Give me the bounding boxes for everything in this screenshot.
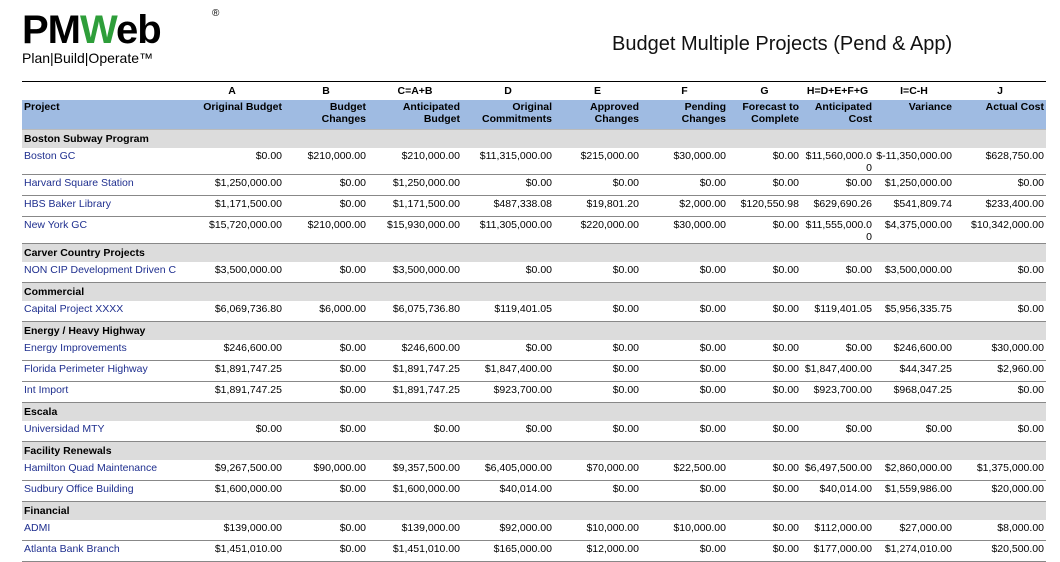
cell-variance: $3,500,000.00: [874, 262, 954, 283]
cell-actual-cost: $0.00: [954, 175, 1046, 196]
table-row: [22, 421, 1046, 442]
cell-budget-changes: $6,000.00: [284, 301, 368, 322]
project-link[interactable]: Universidad MTY: [22, 421, 180, 442]
group-row-financial: [22, 502, 1046, 521]
cell-budget-changes: $0.00: [284, 175, 368, 196]
cell-actual-cost: $10,342,000.00: [954, 217, 1046, 244]
cell-anticipated-budget: $139,000.00: [368, 520, 462, 541]
project-link[interactable]: Int Import: [22, 382, 180, 403]
project-link[interactable]: Capital Project XXXX: [22, 301, 180, 322]
cell-forecast-to-complete: $0.00: [728, 340, 801, 361]
cell-approved-changes: $215,000.00: [554, 148, 641, 175]
cell-anticipated-budget: $3,500,000.00: [368, 262, 462, 283]
cell-budget-changes: $0.00: [284, 340, 368, 361]
table-row: [22, 541, 1046, 562]
cell-variance: $44,347.25: [874, 361, 954, 382]
pmweb-logo: [22, 8, 220, 66]
cell-budget-changes: $0.00: [284, 421, 368, 442]
formula-letter: E: [593, 85, 601, 97]
cell-forecast-to-complete: $0.00: [728, 217, 801, 244]
cell-original-commitments: $165,000.00: [462, 541, 554, 562]
cell-actual-cost: $8,000.00: [954, 520, 1046, 541]
cell-approved-changes: $0.00: [554, 340, 641, 361]
group-row-carver-country-projects: [22, 244, 1046, 263]
cell-approved-changes: $12,000.00: [554, 541, 641, 562]
cell-approved-changes: $70,000.00: [554, 460, 641, 481]
column-header-original-commitments: Original Commitments: [462, 100, 554, 130]
cell-anticipated-cost: $0.00: [801, 175, 874, 196]
cell-forecast-to-complete: $120,550.98: [728, 196, 801, 217]
cell-approved-changes: $0.00: [554, 262, 641, 283]
group-label: Financial: [22, 502, 1046, 521]
table-row: [22, 481, 1046, 502]
cell-anticipated-budget: $1,600,000.00: [368, 481, 462, 502]
project-link[interactable]: Atlanta Bank Branch: [22, 541, 180, 562]
cell-budget-changes: $0.00: [284, 262, 368, 283]
formula-letter: A: [228, 85, 236, 97]
cell-anticipated-cost: $923,700.00: [801, 382, 874, 403]
cell-actual-cost: $0.00: [954, 262, 1046, 283]
cell-variance: $-11,350,000.00: [874, 148, 954, 175]
cell-actual-cost: $20,000.00: [954, 481, 1046, 502]
cell-anticipated-budget: $0.00: [368, 421, 462, 442]
cell-original-budget: $3,500,000.00: [180, 262, 284, 283]
cell-anticipated-cost: $11,560,000.00: [801, 148, 874, 175]
group-label: Energy / Heavy Highway: [22, 322, 1046, 341]
table-row: [22, 340, 1046, 361]
cell-anticipated-budget: $6,075,736.80: [368, 301, 462, 322]
cell-pending-changes: $0.00: [641, 382, 728, 403]
cell-pending-changes: $0.00: [641, 481, 728, 502]
cell-forecast-to-complete: $0.00: [728, 481, 801, 502]
cell-actual-cost: $0.00: [954, 301, 1046, 322]
logo-registered-mark: ®: [212, 8, 220, 19]
column-header-row: [22, 100, 1046, 130]
column-header-forecast-to-complete: Forecast to Complete: [728, 100, 801, 130]
cell-variance: $1,250,000.00: [874, 175, 954, 196]
cell-pending-changes: $0.00: [641, 421, 728, 442]
group-row-escala: [22, 403, 1046, 422]
cell-original-commitments: $11,315,000.00: [462, 148, 554, 175]
cell-actual-cost: $20,500.00: [954, 541, 1046, 562]
cell-forecast-to-complete: $0.00: [728, 460, 801, 481]
cell-approved-changes: $220,000.00: [554, 217, 641, 244]
cell-actual-cost: $0.00: [954, 382, 1046, 403]
cell-forecast-to-complete: $0.00: [728, 421, 801, 442]
column-header-actual-cost: Actual Cost: [954, 100, 1046, 130]
formula-letter: I=C-H: [900, 85, 928, 97]
cell-budget-changes: $0.00: [284, 196, 368, 217]
cell-anticipated-cost: $0.00: [801, 340, 874, 361]
table-row: [22, 217, 1046, 244]
cell-forecast-to-complete: $0.00: [728, 541, 801, 562]
cell-anticipated-cost: $6,497,500.00: [801, 460, 874, 481]
cell-original-commitments: $0.00: [462, 175, 554, 196]
cell-anticipated-cost: $119,401.05: [801, 301, 874, 322]
cell-actual-cost: $0.00: [954, 421, 1046, 442]
cell-variance: $541,809.74: [874, 196, 954, 217]
group-row-energy-heavy-highway: [22, 322, 1046, 341]
cell-budget-changes: $210,000.00: [284, 217, 368, 244]
cell-pending-changes: $22,500.00: [641, 460, 728, 481]
cell-original-commitments: $0.00: [462, 340, 554, 361]
cell-variance: $246,600.00: [874, 340, 954, 361]
cell-anticipated-cost: $1,847,400.00: [801, 361, 874, 382]
cell-forecast-to-complete: $0.00: [728, 361, 801, 382]
project-link[interactable]: HBS Baker Library: [22, 196, 180, 217]
cell-budget-changes: $0.00: [284, 520, 368, 541]
cell-anticipated-budget: $246,600.00: [368, 340, 462, 361]
cell-variance: $0.00: [874, 421, 954, 442]
cell-actual-cost: $233,400.00: [954, 196, 1046, 217]
cell-pending-changes: $0.00: [641, 175, 728, 196]
cell-original-commitments: $119,401.05: [462, 301, 554, 322]
cell-pending-changes: $30,000.00: [641, 148, 728, 175]
column-header-original-budget: Original Budget: [180, 100, 284, 130]
cell-variance: $4,375,000.00: [874, 217, 954, 244]
cell-anticipated-budget: $1,250,000.00: [368, 175, 462, 196]
cell-approved-changes: $0.00: [554, 361, 641, 382]
cell-original-budget: $1,250,000.00: [180, 175, 284, 196]
table-row: [22, 148, 1046, 175]
project-link[interactable]: Florida Perimeter Highway: [22, 361, 180, 382]
cell-original-commitments: $0.00: [462, 262, 554, 283]
cell-variance: $1,274,010.00: [874, 541, 954, 562]
cell-original-budget: $6,069,736.80: [180, 301, 284, 322]
table-row: [22, 460, 1046, 481]
cell-pending-changes: $2,000.00: [641, 196, 728, 217]
group-label: Escala: [22, 403, 1046, 422]
cell-anticipated-budget: $1,451,010.00: [368, 541, 462, 562]
logo-wordmark: PMWeb: [22, 8, 161, 52]
cell-forecast-to-complete: $0.00: [728, 520, 801, 541]
project-link[interactable]: ADMI: [22, 520, 180, 541]
cell-budget-changes: $210,000.00: [284, 148, 368, 175]
cell-original-commitments: $92,000.00: [462, 520, 554, 541]
column-header-anticipated-cost: Anticipated Cost: [801, 100, 874, 130]
cell-original-commitments: $11,305,000.00: [462, 217, 554, 244]
budget-table: [22, 82, 1046, 562]
column-header-project: Project: [22, 100, 180, 130]
cell-original-budget: $1,451,010.00: [180, 541, 284, 562]
cell-pending-changes: $0.00: [641, 541, 728, 562]
formula-letter: J: [997, 85, 1003, 97]
project-link[interactable]: Hamilton Quad Maintenance: [22, 460, 180, 481]
project-link[interactable]: NON CIP Development Driven C: [22, 262, 180, 283]
column-header-budget-changes: Budget Changes: [284, 100, 368, 130]
cell-original-commitments: $487,338.08: [462, 196, 554, 217]
cell-variance: $2,860,000.00: [874, 460, 954, 481]
cell-budget-changes: $0.00: [284, 382, 368, 403]
cell-approved-changes: $10,000.00: [554, 520, 641, 541]
cell-budget-changes: $90,000.00: [284, 460, 368, 481]
cell-anticipated-cost: $177,000.00: [801, 541, 874, 562]
formula-letters-row: [22, 82, 1046, 100]
cell-original-budget: $9,267,500.00: [180, 460, 284, 481]
cell-approved-changes: $19,801.20: [554, 196, 641, 217]
cell-budget-changes: $0.00: [284, 481, 368, 502]
cell-budget-changes: $0.00: [284, 361, 368, 382]
table-row: [22, 361, 1046, 382]
column-header-pending-changes: Pending Changes: [641, 100, 728, 130]
column-header-anticipated-budget: Anticipated Budget: [368, 100, 462, 130]
cell-original-budget: $0.00: [180, 421, 284, 442]
cell-original-budget: $1,600,000.00: [180, 481, 284, 502]
cell-pending-changes: $0.00: [641, 361, 728, 382]
cell-anticipated-budget: $210,000.00: [368, 148, 462, 175]
cell-anticipated-cost: $0.00: [801, 421, 874, 442]
cell-forecast-to-complete: $0.00: [728, 148, 801, 175]
project-link[interactable]: Harvard Square Station: [22, 175, 180, 196]
cell-variance: $1,559,986.00: [874, 481, 954, 502]
group-row-commercial: [22, 283, 1046, 302]
table-row: [22, 175, 1046, 196]
cell-forecast-to-complete: $0.00: [728, 301, 801, 322]
cell-pending-changes: $10,000.00: [641, 520, 728, 541]
cell-original-commitments: $6,405,000.00: [462, 460, 554, 481]
cell-original-budget: $1,891,747.25: [180, 382, 284, 403]
cell-actual-cost: $2,960.00: [954, 361, 1046, 382]
cell-approved-changes: $0.00: [554, 421, 641, 442]
project-link[interactable]: New York GC: [22, 217, 180, 244]
group-row-boston-subway-program: [22, 130, 1046, 149]
cell-forecast-to-complete: $0.00: [728, 382, 801, 403]
cell-pending-changes: $30,000.00: [641, 217, 728, 244]
cell-pending-changes: $0.00: [641, 340, 728, 361]
cell-budget-changes: $0.00: [284, 541, 368, 562]
cell-pending-changes: $0.00: [641, 301, 728, 322]
cell-anticipated-cost: $112,000.00: [801, 520, 874, 541]
logo-tagline: Plan|Build|Operate™: [22, 50, 154, 66]
cell-anticipated-cost: $40,014.00: [801, 481, 874, 502]
formula-letter: H=D+E+F+G: [806, 85, 869, 97]
cell-original-budget: $15,720,000.00: [180, 217, 284, 244]
group-label: Facility Renewals: [22, 442, 1046, 461]
formula-letter: C=A+B: [397, 85, 433, 97]
cell-approved-changes: $0.00: [554, 382, 641, 403]
cell-original-budget: $1,891,747.25: [180, 361, 284, 382]
column-header-approved-changes: Approved Changes: [554, 100, 641, 130]
cell-original-budget: $246,600.00: [180, 340, 284, 361]
cell-anticipated-cost: $11,555,000.00: [801, 217, 874, 244]
cell-variance: $5,956,335.75: [874, 301, 954, 322]
cell-anticipated-cost: $629,690.26: [801, 196, 874, 217]
cell-actual-cost: $30,000.00: [954, 340, 1046, 361]
cell-anticipated-budget: $1,171,500.00: [368, 196, 462, 217]
cell-actual-cost: $1,375,000.00: [954, 460, 1046, 481]
cell-approved-changes: $0.00: [554, 481, 641, 502]
table-row: [22, 520, 1046, 541]
cell-anticipated-budget: $1,891,747.25: [368, 382, 462, 403]
group-label: Carver Country Projects: [22, 244, 1046, 263]
table-row: [22, 262, 1046, 283]
group-row-facility-renewals: [22, 442, 1046, 461]
cell-original-budget: $0.00: [180, 148, 284, 175]
cell-pending-changes: $0.00: [641, 262, 728, 283]
cell-anticipated-budget: $1,891,747.25: [368, 361, 462, 382]
project-link[interactable]: Boston GC: [22, 148, 180, 175]
cell-forecast-to-complete: $0.00: [728, 262, 801, 283]
formula-letter: [22, 82, 180, 100]
column-header-variance: Variance: [874, 100, 954, 130]
table-row: [22, 301, 1046, 322]
cell-variance: $27,000.00: [874, 520, 954, 541]
formula-letter: G: [760, 85, 769, 97]
group-label: Boston Subway Program: [22, 130, 1046, 149]
cell-variance: $968,047.25: [874, 382, 954, 403]
group-label: Commercial: [22, 283, 1046, 302]
cell-original-budget: $1,171,500.00: [180, 196, 284, 217]
cell-actual-cost: $628,750.00: [954, 148, 1046, 175]
formula-letter: D: [504, 85, 512, 97]
cell-original-commitments: $923,700.00: [462, 382, 554, 403]
cell-forecast-to-complete: $0.00: [728, 175, 801, 196]
cell-original-commitments: $40,014.00: [462, 481, 554, 502]
cell-original-commitments: $0.00: [462, 421, 554, 442]
project-link[interactable]: Energy Improvements: [22, 340, 180, 361]
cell-approved-changes: $0.00: [554, 175, 641, 196]
project-link[interactable]: Sudbury Office Building: [22, 481, 180, 502]
cell-approved-changes: $0.00: [554, 301, 641, 322]
formula-letter: F: [681, 85, 688, 97]
table-row: [22, 196, 1046, 217]
cell-anticipated-budget: $9,357,500.00: [368, 460, 462, 481]
cell-anticipated-budget: $15,930,000.00: [368, 217, 462, 244]
cell-anticipated-cost: $0.00: [801, 262, 874, 283]
table-row: [22, 382, 1046, 403]
report-title: Budget Multiple Projects (Pend & App): [612, 33, 953, 55]
formula-letter: B: [322, 85, 330, 97]
cell-original-commitments: $1,847,400.00: [462, 361, 554, 382]
cell-original-budget: $139,000.00: [180, 520, 284, 541]
